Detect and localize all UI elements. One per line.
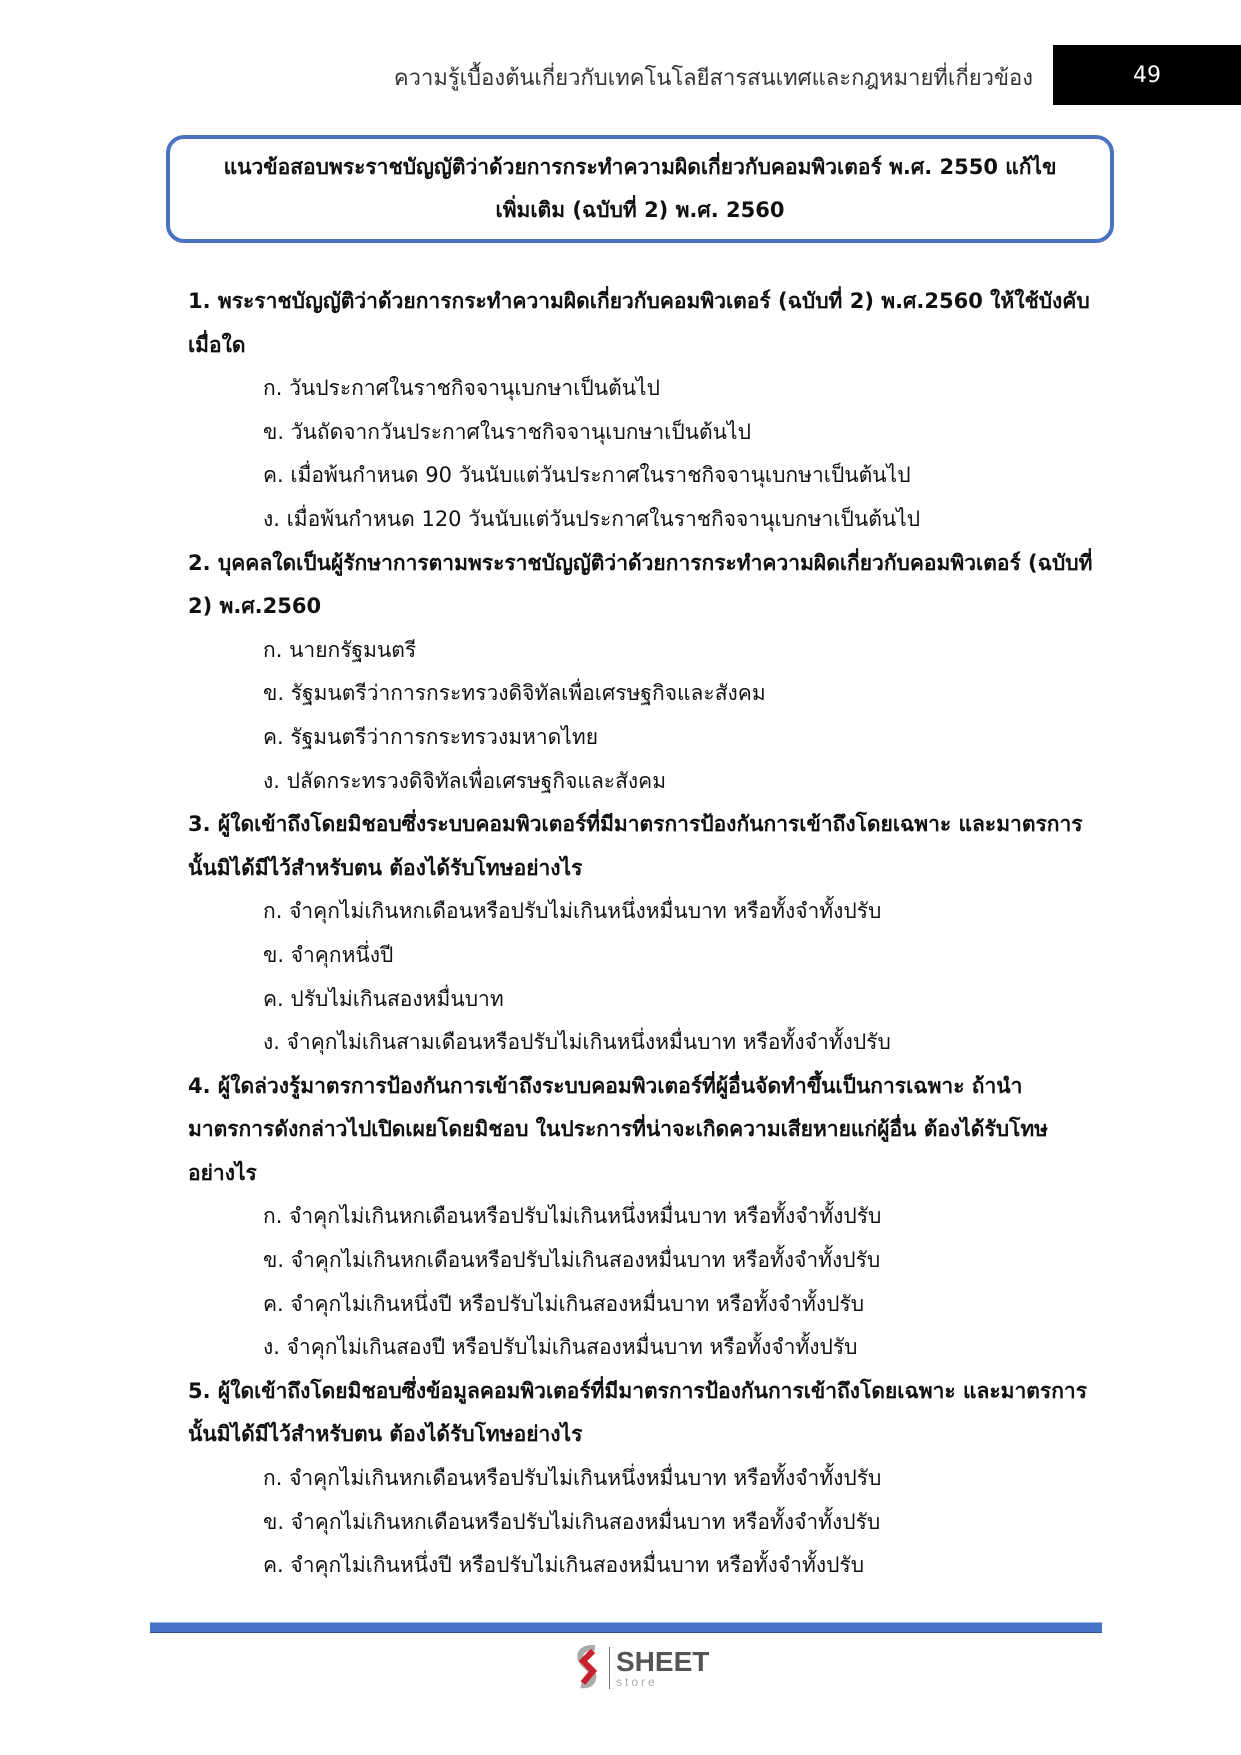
answer-option: ค. จำคุกไม่เกินหนึ่งปี หรือปรับไม่เกินสองหมื่นบาท หรือทั้งจำทั้งปรับ	[263, 1291, 865, 1316]
answer-option: ง. เมื่อพ้นกำหนด 120 วันนับแต่วันประกาศในราชกิจจานุเบกษาเป็นต้นไป	[263, 506, 921, 531]
question-text: 3. ผู้ใดเข้าถึงโดยมิชอบซึ่งระบบคอมพิวเตอร์ที่มีมาตรการป้องกันการเข้าถึงโดยเฉพาะ และมาตรการนั้นมิได้มีไว้สำหรับตน ต้องได้รับโทษอย่างไร	[188, 812, 1083, 880]
answer-option: ข. รัฐมนตรีว่าการกระทรวงดิจิทัลเพื่อเศรษฐกิจและสังคม	[263, 681, 766, 706]
section-title-line-2: เพิ่มเติม (ฉบับที่ 2) พ.ศ. 2560	[495, 198, 785, 222]
answer-option: ก. จำคุกไม่เกินหกเดือนหรือปรับไม่เกินหนึ่งหมื่นบาท หรือทั้งจำทั้งปรับ	[263, 1204, 882, 1229]
answer-option: ก. จำคุกไม่เกินหกเดือนหรือปรับไม่เกินหนึ่งหมื่นบาท หรือทั้งจำทั้งปรับ	[263, 899, 882, 924]
answer-option: ก. วันประกาศในราชกิจจานุเบกษาเป็นต้นไป	[263, 376, 660, 401]
logo-separator	[609, 1647, 610, 1689]
answer-option: ข. จำคุกหนึ่งปี	[263, 942, 394, 967]
answer-option: ค. เมื่อพ้นกำหนด 90 วันนับแต่วันประกาศในราชกิจจานุเบกษาเป็นต้นไป	[263, 463, 911, 488]
footer-rule	[150, 1622, 1102, 1633]
answer-option: ก. นายกรัฐมนตรี	[263, 637, 417, 662]
answer-option: ก. จำคุกไม่เกินหกเดือนหรือปรับไม่เกินหนึ่งหมื่นบาท หรือทั้งจำทั้งปรับ	[263, 1466, 882, 1491]
sheet-store-logo	[575, 1645, 709, 1691]
question-text: 1. พระราชบัญญัติว่าด้วยการกระทำความผิดเกี่ยวกับคอมพิวเตอร์ (ฉบับที่ 2) พ.ศ.2560 ให้ใช้บังคับเมื่อใด	[188, 289, 1090, 357]
page-number: 49	[1053, 45, 1241, 105]
section-title-box	[166, 135, 1114, 243]
answer-option: ข. วันถัดจากวันประกาศในราชกิจจานุเบกษาเป็นต้นไป	[263, 419, 751, 444]
question-text: 5. ผู้ใดเข้าถึงโดยมิชอบซึ่งข้อมูลคอมพิวเตอร์ที่มีมาตรการป้องกันการเข้าถึงโดยเฉพาะ และมาตรการนั้นมิได้มีไว้สำหรับตน ต้องได้รับโทษอย่างไร	[188, 1378, 1088, 1447]
answer-option: ข. จำคุกไม่เกินหกเดือนหรือปรับไม่เกินสองหมื่นบาท หรือทั้งจำทั้งปรับ	[263, 1509, 881, 1534]
section-title-line-1: แนวข้อสอบพระราชบัญญัติว่าด้วยการกระทำความผิดเกี่ยวกับคอมพิวเตอร์ พ.ศ. 2550 แก้ไข	[223, 155, 1057, 179]
answer-option: ง. ปลัดกระทรวงดิจิทัลเพื่อเศรษฐกิจและสังคม	[263, 768, 667, 793]
logo-sub-text: store	[616, 1675, 658, 1689]
answer-option: ง. จำคุกไม่เกินสองปี หรือปรับไม่เกินสองหมื่นบาท หรือทั้งจำทั้งปรับ	[263, 1335, 858, 1360]
running-header: ความรู้เบื้องต้นเกี่ยวกับเทคโนโลยีสารสนเทศและกฎหมายที่เกี่ยวข้อง	[393, 66, 1033, 91]
question-text: 4. ผู้ใดล่วงรู้มาตรการป้องกันการเข้าถึงระบบคอมพิวเตอร์ที่ผู้อื่นจัดทำขึ้นเป็นการเฉพาะ ถ้านำมาตรการดังกล่าวไปเปิดเผยโดยมิชอบ ในประการที่น่าจะเกิดความเสียหายแก่ผู้อื่น ต้องได้รับโทษอย่างไร	[188, 1073, 1049, 1185]
question-text: 2. บุคคลใดเป็นผู้รักษาการตามพระราชบัญญัติว่าด้วยการกระทำความผิดเกี่ยวกับคอมพิวเตอร์ (ฉบับที่ 2) พ.ศ.2560	[188, 550, 1093, 619]
question-list	[188, 280, 1098, 1588]
answer-option: ค. รัฐมนตรีว่าการกระทรวงมหาดไทย	[263, 724, 599, 749]
logo-s-icon	[575, 1645, 603, 1691]
logo-main-text: SHEET	[616, 1646, 710, 1677]
answer-option: ง. จำคุกไม่เกินสามเดือนหรือปรับไม่เกินหนึ่งหมื่นบาท หรือทั้งจำทั้งปรับ	[263, 1030, 891, 1055]
answer-option: ค. จำคุกไม่เกินหนึ่งปี หรือปรับไม่เกินสองหมื่นบาท หรือทั้งจำทั้งปรับ	[263, 1553, 865, 1578]
answer-option: ค. ปรับไม่เกินสองหมื่นบาท	[263, 986, 504, 1011]
answer-option: ข. จำคุกไม่เกินหกเดือนหรือปรับไม่เกินสองหมื่นบาท หรือทั้งจำทั้งปรับ	[263, 1248, 881, 1273]
